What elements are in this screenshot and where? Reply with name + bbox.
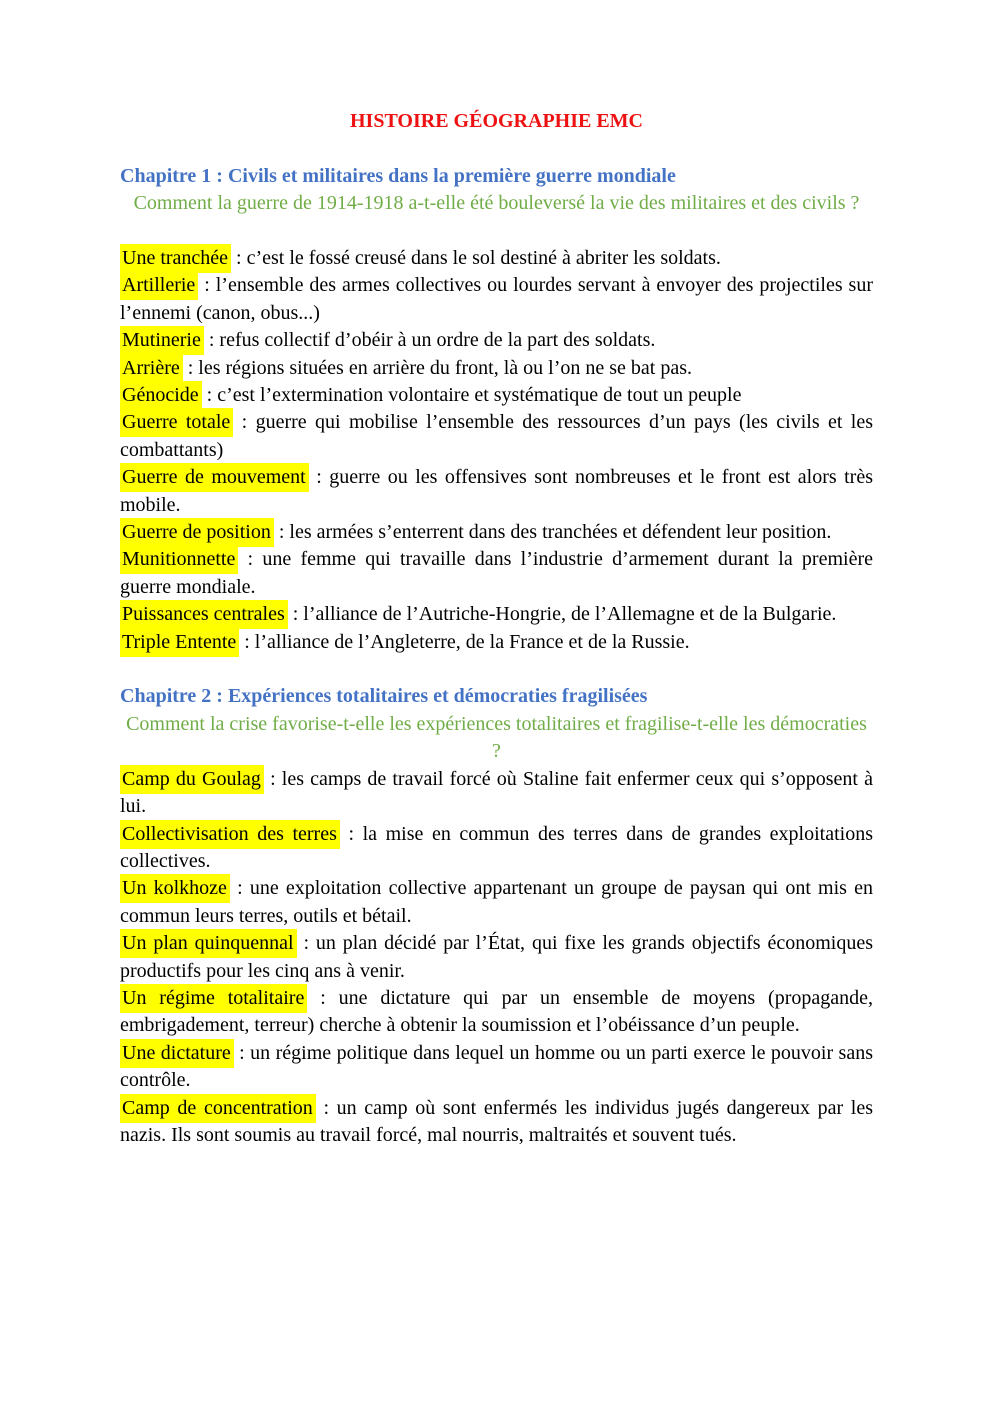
definition-text: : guerre qui mobilise l’ensemble des ressources d’un pays (les civils et les combattants) xyxy=(120,411,873,461)
term-highlight: Un kolkhoze xyxy=(120,874,230,903)
definition-text: : un régime politique dans lequel un homme ou un parti exerce le pouvoir sans contrôle. xyxy=(120,1041,874,1092)
definition-text: : une exploitation collective appartenant un groupe de paysan qui ont mis en commun leurs terres, outils et bétail. xyxy=(120,877,873,927)
term-highlight: Artillerie xyxy=(120,271,198,300)
definition-guerre-totale xyxy=(120,409,873,464)
definition-un-plan-quinquennal xyxy=(120,930,873,985)
definition-mutinerie xyxy=(120,327,873,354)
definition-text: : un camp où sont enfermés les individus jugés dangereux par les nazis. Ils sont soumis au travail forcé, mal nourris, maltraités et souvent tués. xyxy=(120,1096,873,1146)
definition-guerre-de-position xyxy=(120,519,873,546)
definition-triple-entente xyxy=(120,629,873,656)
definition-text: : l’ensemble des armes collectives ou lourdes servant à envoyer des projectiles sur l’ennemi (canon, obus...) xyxy=(120,274,873,324)
definition-collectivisation-des-terres xyxy=(120,821,873,876)
definition-camp-du-goulag xyxy=(120,766,873,821)
term-highlight: Guerre de mouvement xyxy=(120,463,309,492)
definition-genocide xyxy=(120,382,873,409)
term-highlight: Un régime totalitaire xyxy=(120,984,307,1013)
definition-arriere xyxy=(120,355,873,382)
definition-puissances-centrales xyxy=(120,601,873,628)
definition-text: : l’alliance de l’Autriche-Hongrie, de l’Allemagne et de la Bulgarie. xyxy=(287,603,837,626)
definition-un-kolkhoze xyxy=(120,875,873,930)
term-highlight: Mutinerie xyxy=(120,326,204,355)
term-highlight: Camp de concentration xyxy=(120,1094,316,1123)
term-highlight: Triple Entente xyxy=(120,628,239,657)
definition-text: : c’est le fossé creusé dans le sol destiné à abriter les soldats. xyxy=(231,247,721,269)
chapter-1-heading: Chapitre 1 : Civils et militaires dans la première guerre mondiale xyxy=(120,164,676,187)
term-highlight: Une dictature xyxy=(120,1039,234,1068)
definition-un-regime-totalitaire xyxy=(120,985,873,1040)
chapter-1 xyxy=(120,163,873,656)
term-highlight: Guerre totale xyxy=(120,408,233,437)
definition-text: : guerre ou les offensives sont nombreuses et le front est alors très mobile. xyxy=(120,466,873,516)
definition-text: : une femme qui travaille dans l’industrie d’armement durant la première guerre mondiale. xyxy=(120,548,873,598)
definition-guerre-de-mouvement xyxy=(120,464,873,519)
definition-une-tranchee xyxy=(120,245,873,272)
chapter-2-question: Comment la crise favorise-t-elle les expériences totalitaires et fragilise-t-elle les démocraties ? xyxy=(126,712,867,763)
definition-text: : l’alliance de l’Angleterre, de la France et de la Russie. xyxy=(239,630,690,653)
term-highlight: Une tranchée xyxy=(120,244,231,273)
definition-text: : la mise en commun des terres dans de grandes exploitations collectives. xyxy=(120,822,873,872)
definition-text: : un plan décidé par l’État, qui fixe les grands objectifs économiques productifs pour les cinq ans à venir. xyxy=(120,932,873,982)
definition-une-dictature xyxy=(120,1040,873,1095)
page-title: HISTOIRE GÉOGRAPHIE EMC xyxy=(349,110,644,132)
chapter-2 xyxy=(120,683,873,1149)
term-highlight: Génocide xyxy=(120,381,202,410)
definition-text: : les camps de travail forcé où Staline fait enfermer ceux qui s’opposent à lui. xyxy=(120,767,873,818)
term-highlight: Guerre de position xyxy=(120,518,274,547)
definition-text: : une dictature qui par un ensemble de moyens (propagande, embrigadement, terreur) cherche à obtenir la soumission et l’obéissance d’un peuple. xyxy=(120,986,873,1037)
term-highlight: Camp du Goulag xyxy=(120,765,264,794)
definition-camp-de-concentration xyxy=(120,1095,873,1150)
definition-text: : refus collectif d’obéir à un ordre de la part des soldats. xyxy=(203,329,656,352)
term-highlight: Munitionnette xyxy=(120,545,238,574)
definition-artillerie xyxy=(120,272,873,327)
term-highlight: Puissances centrales xyxy=(120,600,288,629)
term-highlight: Un plan quinquennal xyxy=(120,929,297,958)
definition-text: : c’est l’extermination volontaire et systématique de tout un peuple xyxy=(201,384,742,407)
chapter-1-question: Comment la guerre de 1914-1918 a-t-elle été bouleversé la vie des militaires et des civils ? xyxy=(133,192,860,215)
term-highlight: Arrière xyxy=(120,354,183,383)
definition-munitionnette xyxy=(120,546,873,601)
chapter-2-heading: Chapitre 2 : Expériences totalitaires et démocraties fragilisées xyxy=(120,685,648,708)
term-highlight: Collectivisation des terres xyxy=(120,820,340,849)
definition-text: : les régions situées en arrière du front, là ou l’on ne se bat pas. xyxy=(182,356,693,379)
definition-text: : les armées s’enterrent dans des tranchées et défendent leur position. xyxy=(273,521,832,544)
